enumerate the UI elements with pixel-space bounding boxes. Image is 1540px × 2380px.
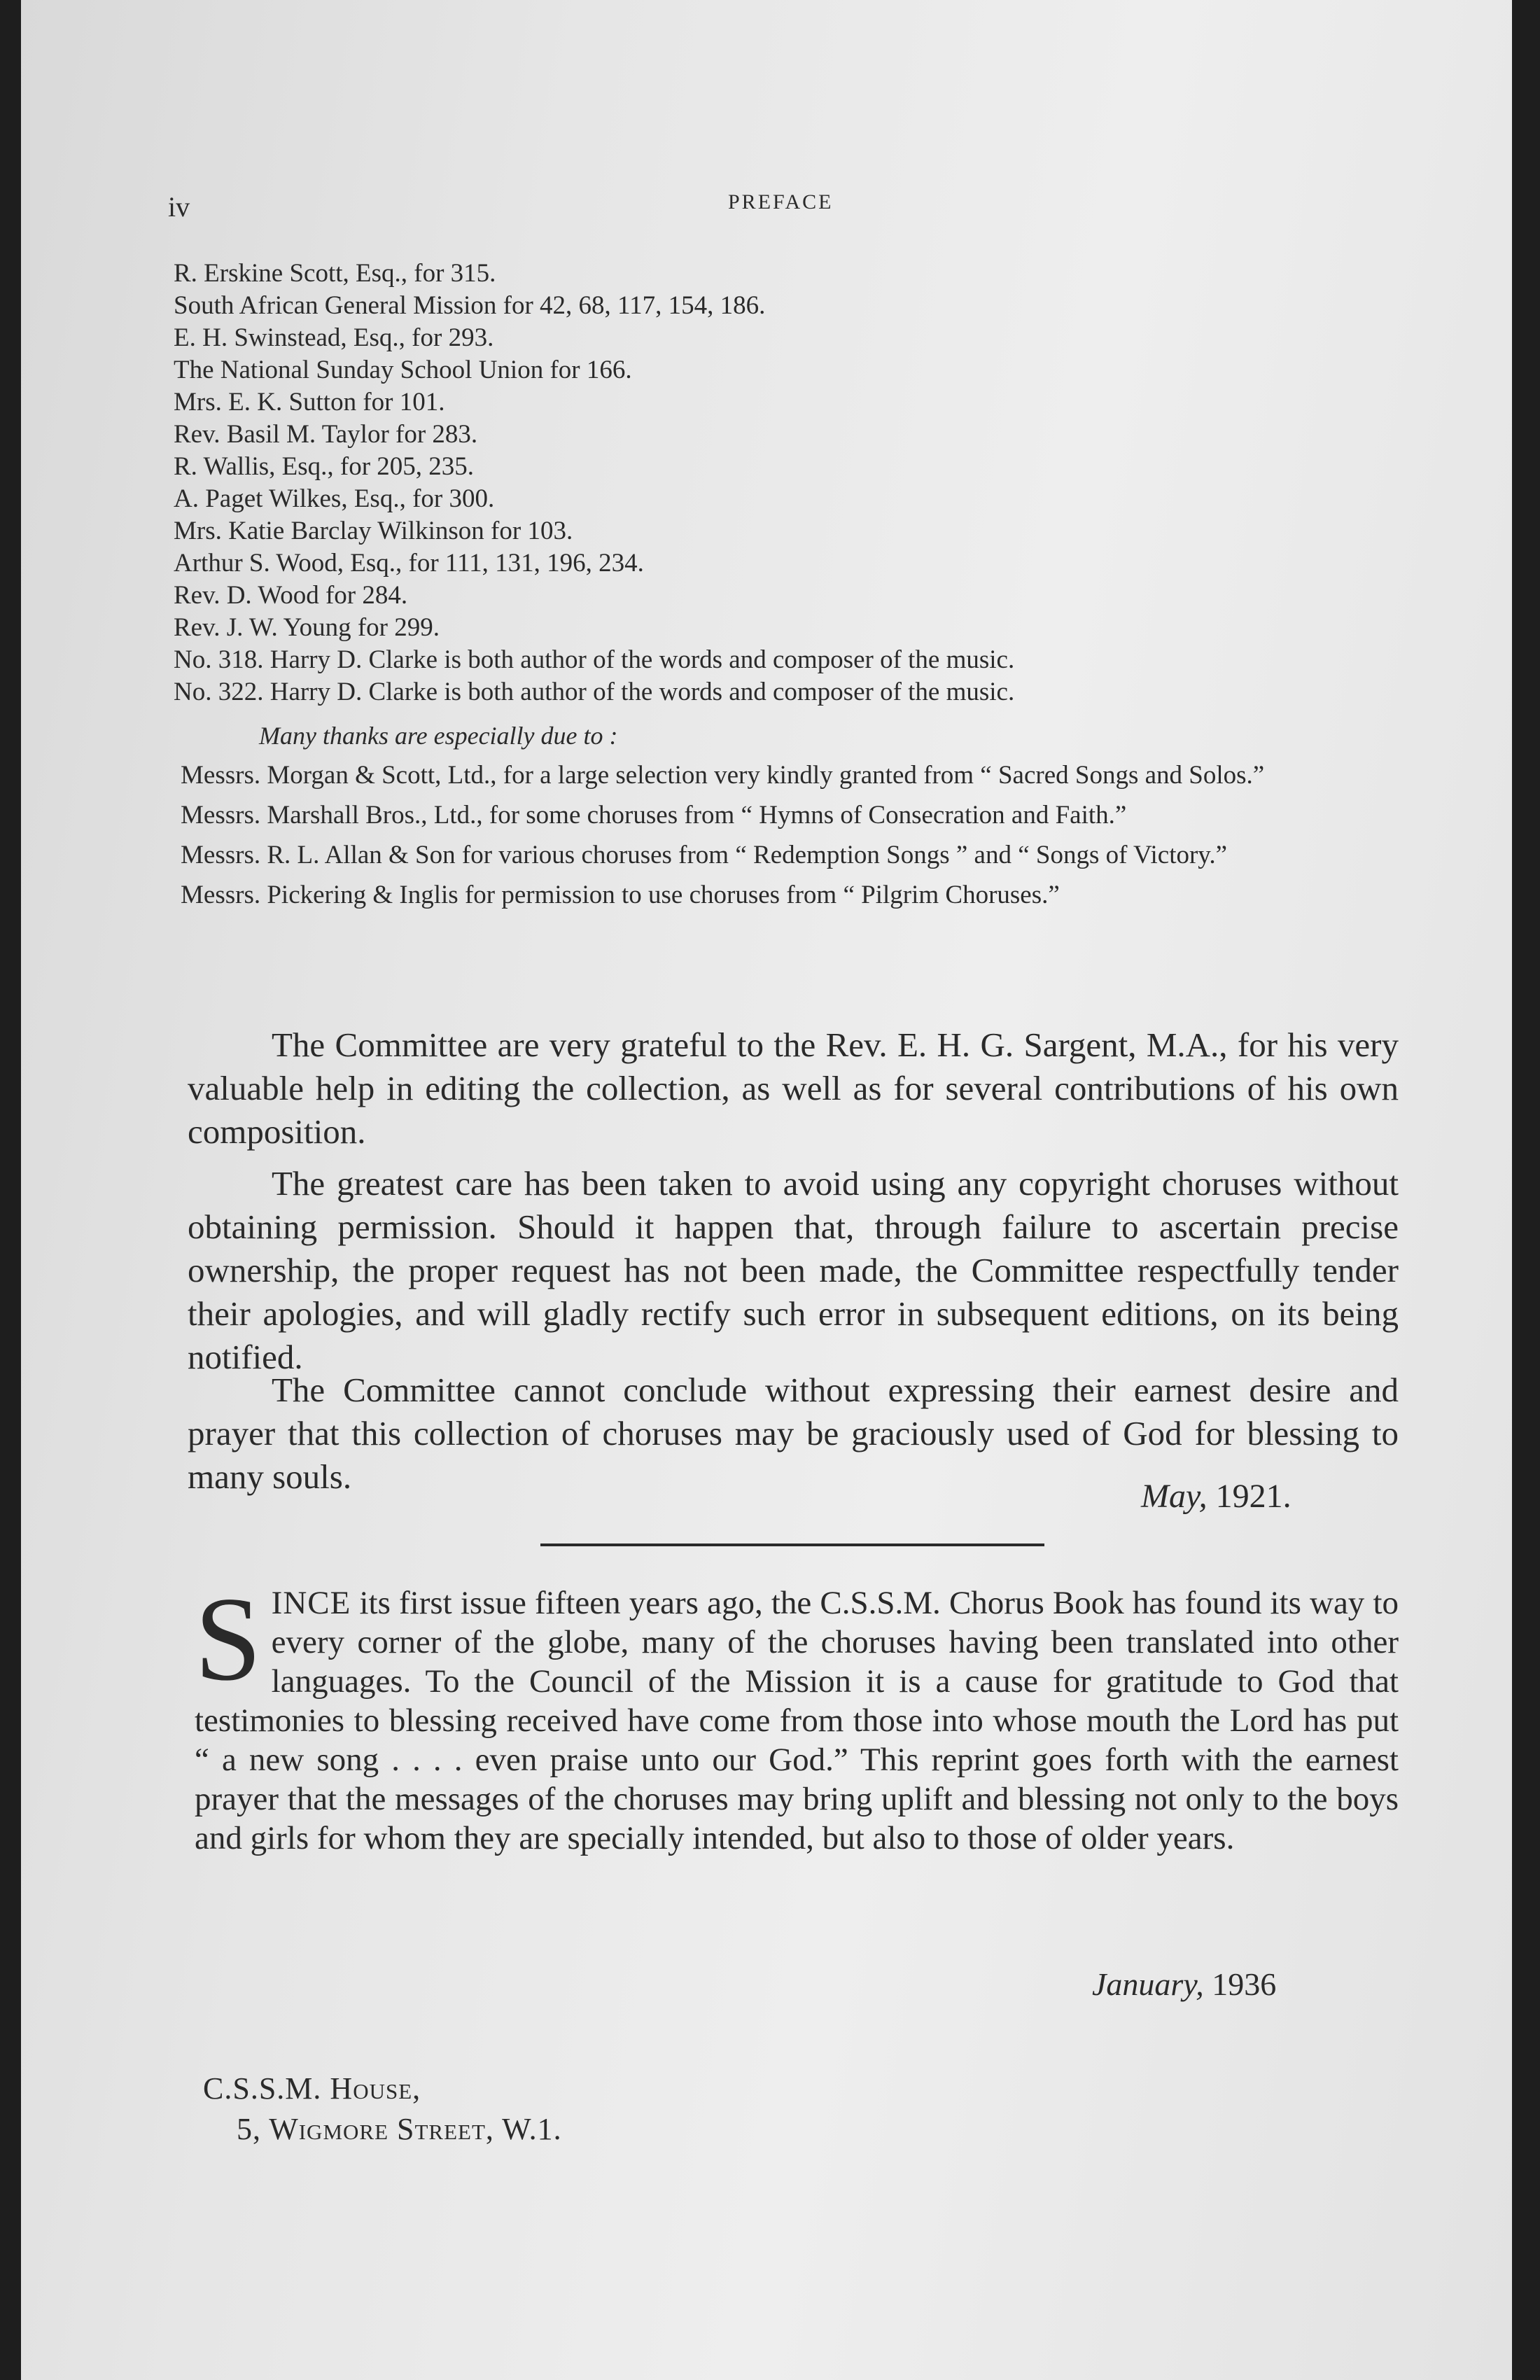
drop-cap: S — [195, 1573, 262, 1706]
reprint-lead-word: INCE — [271, 1585, 351, 1621]
reprint-text: its first issue fifteen years ago, the C.S.S.M. Chorus Book has found its way to every corner of the globe, many of the choruses having been translated into other languages. To the Council of the Mission it is a cause for gratitude to God that testimonies to blessing received have come from those into whose mouth the Lord has put “ a new song . . . . even praise unto our God.” This reprint goes forth with the earnest prayer that the messages of the choruses may bring uplift and blessing not only to the boys and girls for whom they are specially intended, but also to those of older years. — [195, 1585, 1399, 1856]
thanks-entry: Messrs. Pickering & Inglis for permission to use choruses from “ Pilgrim Choruses.” — [181, 881, 1060, 909]
acknowledgement-line: R. Erskine Scott, Esq., for 315. — [174, 259, 496, 288]
running-head: PREFACE — [728, 190, 834, 214]
acknowledgement-list — [174, 258, 1399, 708]
address-line-1: C.S.S.M. House, — [203, 2071, 421, 2106]
preface-date-month: May, — [1141, 1478, 1208, 1515]
preface-date-year: 1921. — [1215, 1478, 1292, 1515]
reprint-note — [195, 1573, 1399, 1858]
acknowledgement-line: E. H. Swinstead, Esq., for 293. — [174, 323, 494, 352]
reprint-date — [1092, 1966, 1276, 2003]
thanks-list — [181, 760, 1402, 919]
page-number: iv — [168, 191, 190, 223]
paragraph-editor-thanks: The Committee are very grateful to the Rev. E. H. G. Sargent, M.A., for his very valuable help in editing the collection, as well as for several contributions of his own composition. — [188, 1026, 1399, 1151]
preface-date — [1141, 1477, 1292, 1516]
acknowledgement-line: Mrs. Katie Barclay Wilkinson for 103. — [174, 517, 573, 545]
reprint-date-year: 1936 — [1212, 1966, 1277, 2002]
thanks-entry: Messrs. R. L. Allan & Son for various choruses from “ Redemption Songs ” and “ Songs of Victory.” — [181, 841, 1228, 869]
address-line-2: 5, Wigmore Street, W.1. — [237, 2112, 562, 2146]
book-page — [21, 0, 1512, 2380]
acknowledgement-line: Arthur S. Wood, Esq., for 111, 131, 196, 234. — [174, 549, 644, 578]
paragraph-conclusion: The Committee cannot conclude without expressing their earnest desire and prayer that this collection of choruses may be graciously used of God for blessing to many souls. — [188, 1371, 1399, 1496]
acknowledgement-line: Mrs. E. K. Sutton for 101. — [174, 388, 445, 416]
acknowledgement-line: A. Paget Wilkes, Esq., for 300. — [174, 484, 495, 513]
thanks-entry: Messrs. Marshall Bros., Ltd., for some choruses from “ Hymns of Consecration and Faith.” — [181, 801, 1127, 830]
reprint-date-month: January, — [1092, 1966, 1204, 2002]
acknowledgement-line: Rev. D. Wood for 284. — [174, 581, 408, 610]
paragraph-copyright: The greatest care has been taken to avoid using any copyright choruses without obtaining permission. Should it happen that, through failure to ascertain precise ownership, the proper request has not been made, the Committee respectfully tender their apologies, and will gladly rectify such error in subsequent editions, on its being notified. — [188, 1164, 1399, 1376]
acknowledgement-line: Rev. Basil M. Taylor for 283. — [174, 420, 478, 449]
acknowledgement-line: Rev. J. W. Young for 299. — [174, 613, 440, 642]
acknowledgement-line: No. 318. Harry D. Clarke is both author of the words and composer of the music. — [174, 645, 1015, 674]
page-header — [168, 190, 1393, 232]
acknowledgement-line: R. Wallis, Esq., for 205, 235. — [174, 452, 475, 481]
address-block — [203, 2068, 562, 2150]
section-divider — [540, 1544, 1044, 1546]
thanks-entry: Messrs. Morgan & Scott, Ltd., for a large selection very kindly granted from “ Sacred Songs and Solos.” — [181, 761, 1265, 790]
acknowledgement-line: South African General Mission for 42, 68, 117, 154, 186. — [174, 291, 766, 320]
acknowledgement-line: The National Sunday School Union for 166. — [174, 356, 632, 384]
acknowledgement-line: No. 322. Harry D. Clarke is both author of the words and composer of the music. — [174, 678, 1015, 706]
thanks-heading: Many thanks are especially due to : — [259, 722, 618, 750]
